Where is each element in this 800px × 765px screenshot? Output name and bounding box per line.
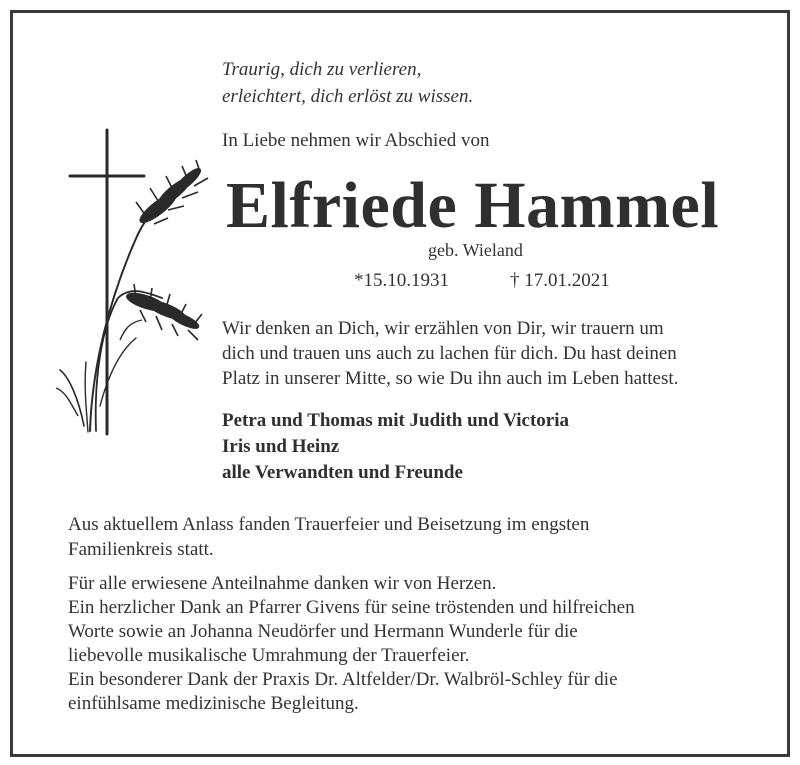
memorial-line: Wir denken an Dich, wir erzählen von Dir, wir trauern um bbox=[222, 318, 664, 339]
quote-line: erleichtert, dich erlöst zu wissen. bbox=[222, 86, 474, 107]
mourner-line: alle Verwandten und Freunde bbox=[222, 462, 463, 483]
thanks-line: Ein besonderer Dank der Praxis Dr. Altfelder/Dr. Walbröl-Schley für die bbox=[68, 669, 618, 690]
memorial-line: Platz in unserer Mitte, so wie Du ihn auch im Leben hattest. bbox=[222, 368, 679, 389]
mourners-list bbox=[222, 408, 569, 486]
memorial-line: dich und trauen uns auch zu lachen für dich. Du hast deinen bbox=[222, 343, 677, 364]
thanks-line: liebevolle musikalische Umrahmung der Trauerfeier. bbox=[68, 645, 470, 666]
mourner-line: Iris und Heinz bbox=[222, 436, 340, 457]
birth-date: *15.10.1931 bbox=[354, 270, 449, 291]
notice-line: Aus aktuellem Anlass fanden Trauerfeier und Beisetzung im engsten bbox=[68, 514, 590, 535]
opening-quote bbox=[222, 56, 473, 110]
farewell-intro: In Liebe nehmen wir Abschied von bbox=[222, 130, 490, 151]
deceased-name: Elfriede Hammel bbox=[226, 169, 720, 242]
quote-line: Traurig, dich zu verlieren, bbox=[222, 59, 422, 80]
thanks-line: Für alle erwiesene Anteilnahme danken wir von Herzen. bbox=[68, 573, 497, 594]
maiden-name: geb. Wieland bbox=[428, 240, 523, 260]
death-date: † 17.01.2021 bbox=[510, 270, 610, 291]
thanks-line: Ein herzlicher Dank an Pfarrer Givens für seine tröstenden und hilfreichen bbox=[68, 597, 635, 618]
thanks-line: einfühlsame medizinische Begleitung. bbox=[68, 693, 359, 714]
mourner-line: Petra und Thomas mit Judith und Victoria bbox=[222, 410, 569, 431]
funeral-notice bbox=[68, 512, 589, 562]
cross-with-wheat-icon bbox=[50, 126, 210, 438]
thanks-line: Worte sowie an Johanna Neudörfer und Hermann Wunderle für die bbox=[68, 621, 578, 642]
memorial-text bbox=[222, 316, 678, 391]
thanks-text bbox=[68, 572, 635, 716]
notice-line: Familienkreis statt. bbox=[68, 539, 214, 560]
